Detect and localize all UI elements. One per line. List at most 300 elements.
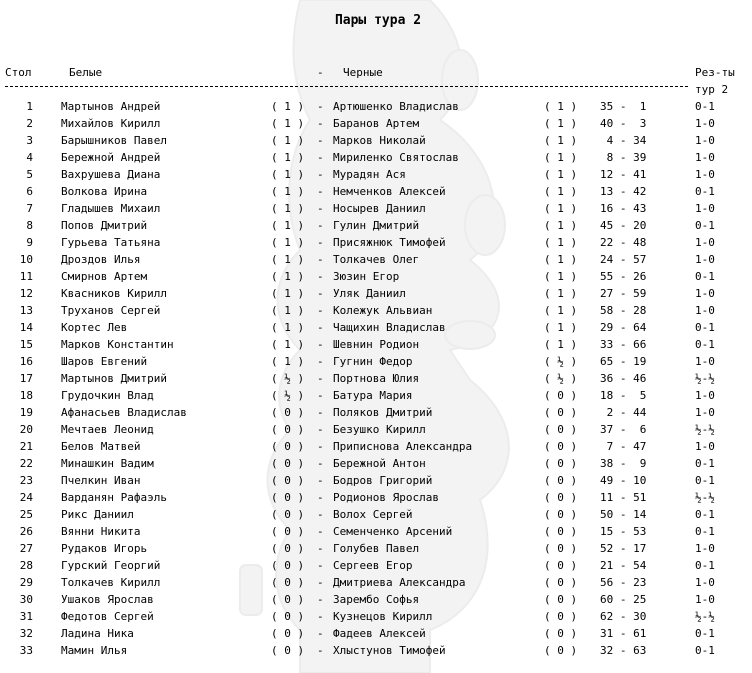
separator-dash: - <box>317 457 324 470</box>
separator-dash: - <box>317 627 324 640</box>
white-player-name: Пчелкин Иван <box>61 474 141 487</box>
game-result: ½-½ <box>695 491 715 504</box>
white-points: ( 1 ) <box>271 321 305 334</box>
game-result: 0-1 <box>695 474 715 487</box>
table-number: 17 <box>19 372 33 385</box>
white-player-name: Ушаков Ярослав <box>61 593 154 606</box>
player-numbers: 8 - 39 <box>600 151 647 164</box>
separator-dash: - <box>317 389 324 402</box>
white-points: ( 1 ) <box>271 185 305 198</box>
white-points: ( 0 ) <box>271 457 305 470</box>
player-numbers: 21 - 54 <box>600 559 647 572</box>
table-number: 15 <box>19 338 33 351</box>
black-points: ( 0 ) <box>544 389 578 402</box>
table-number: 9 <box>26 236 33 249</box>
table-row <box>0 319 752 336</box>
player-numbers: 2 - 44 <box>600 406 647 419</box>
black-points: ( ½ ) <box>544 372 578 385</box>
white-points: ( 0 ) <box>271 542 305 555</box>
game-result: 0-1 <box>695 508 715 521</box>
header-black: Черные <box>343 66 383 79</box>
black-points: ( 1 ) <box>544 185 578 198</box>
table-number: 20 <box>19 423 33 436</box>
game-result: 1-0 <box>695 304 715 317</box>
white-player-name: Минашкин Вадим <box>61 457 154 470</box>
player-numbers: 55 - 26 <box>600 270 647 283</box>
table-number: 23 <box>19 474 33 487</box>
game-result: 0-1 <box>695 185 715 198</box>
table-row <box>0 489 752 506</box>
black-points: ( 1 ) <box>544 270 578 283</box>
black-points: ( 0 ) <box>544 440 578 453</box>
player-numbers: 50 - 14 <box>600 508 647 521</box>
black-player-name: Зарембо Софья <box>333 593 420 606</box>
game-result: 0-1 <box>695 559 715 572</box>
game-result: 1-0 <box>695 202 715 215</box>
player-numbers: 49 - 10 <box>600 474 647 487</box>
table-row <box>0 285 752 302</box>
game-result: 1-0 <box>695 593 715 606</box>
table-row <box>0 472 752 489</box>
white-points: ( 0 ) <box>271 525 305 538</box>
white-player-name: Попов Дмитрий <box>61 219 148 232</box>
separator-dash: - <box>317 117 324 130</box>
game-result: 1-0 <box>695 440 715 453</box>
white-player-name: Барышников Павел <box>61 134 167 147</box>
game-result: 0-1 <box>695 627 715 640</box>
white-player-name: Михайлов Кирилл <box>61 117 161 130</box>
white-player-name: Федотов Сергей <box>61 610 154 623</box>
white-player-name: Бережной Андрей <box>61 151 161 164</box>
black-points: ( 0 ) <box>544 508 578 521</box>
table-row <box>0 557 752 574</box>
black-points: ( 1 ) <box>544 117 578 130</box>
player-numbers: 29 - 64 <box>600 321 647 334</box>
black-player-name: Присяжнюк Тимофей <box>333 236 446 249</box>
table-row <box>0 353 752 370</box>
black-player-name: Голубев Павел <box>333 542 420 555</box>
black-points: ( 0 ) <box>544 559 578 572</box>
table-number: 14 <box>19 321 33 334</box>
black-player-name: Шевнин Родион <box>333 338 420 351</box>
table-number: 6 <box>26 185 33 198</box>
separator-dash: - <box>317 644 324 657</box>
black-points: ( 0 ) <box>544 593 578 606</box>
white-points: ( 1 ) <box>271 168 305 181</box>
player-numbers: 52 - 17 <box>600 542 647 555</box>
black-points: ( 0 ) <box>544 644 578 657</box>
game-result: 1-0 <box>695 236 715 249</box>
game-result: 1-0 <box>695 542 715 555</box>
table-row <box>0 438 752 455</box>
game-result: 1-0 <box>695 355 715 368</box>
separator-dash: - <box>317 270 324 283</box>
table-row <box>0 404 752 421</box>
white-player-name: Мамин Илья <box>61 644 128 657</box>
black-points: ( 0 ) <box>544 474 578 487</box>
separator-dash: - <box>317 491 324 504</box>
table-row <box>0 387 752 404</box>
player-numbers: 32 - 63 <box>600 644 647 657</box>
player-numbers: 40 - 3 <box>600 117 647 130</box>
table-number: 29 <box>19 576 33 589</box>
page-title: Пары тура 2 <box>334 13 422 28</box>
table-number: 16 <box>19 355 33 368</box>
table-row <box>0 455 752 472</box>
game-result: 0-1 <box>695 644 715 657</box>
separator-dash: - <box>317 542 324 555</box>
table-row <box>0 574 752 591</box>
white-points: ( 0 ) <box>271 406 305 419</box>
black-player-name: Бережной Антон <box>333 457 426 470</box>
separator-dash: - <box>317 168 324 181</box>
separator-dash: - <box>317 576 324 589</box>
separator-dash: - <box>317 134 324 147</box>
game-result: ½-½ <box>695 610 715 623</box>
white-points: ( 1 ) <box>271 338 305 351</box>
black-points: ( 0 ) <box>544 542 578 555</box>
player-numbers: 38 - 9 <box>600 457 647 470</box>
table-number: 32 <box>19 627 33 640</box>
player-numbers: 56 - 23 <box>600 576 647 589</box>
separator-dash: - <box>317 202 324 215</box>
white-points: ( 1 ) <box>271 236 305 249</box>
table-number: 3 <box>26 134 33 147</box>
white-player-name: Белов Матвей <box>61 440 141 453</box>
white-points: ( ½ ) <box>271 372 305 385</box>
table-row <box>0 591 752 608</box>
black-points: ( 1 ) <box>544 304 578 317</box>
player-numbers: 58 - 28 <box>600 304 647 317</box>
table-row <box>0 523 752 540</box>
table-number: 19 <box>19 406 33 419</box>
player-numbers: 22 - 48 <box>600 236 647 249</box>
white-player-name: Кортес Лев <box>61 321 128 334</box>
black-player-name: Баранов Артем <box>333 117 420 130</box>
table-row <box>0 302 752 319</box>
table-number: 28 <box>19 559 33 572</box>
white-player-name: Гурский Георгий <box>61 559 161 572</box>
game-result: 0-1 <box>695 525 715 538</box>
black-player-name: Волох Сергей <box>333 508 413 521</box>
black-points: ( 1 ) <box>544 151 578 164</box>
header-table: Стол <box>5 66 32 79</box>
player-numbers: 11 - 51 <box>600 491 647 504</box>
table-number: 7 <box>26 202 33 215</box>
separator-dash: - <box>317 440 324 453</box>
table-number: 22 <box>19 457 33 470</box>
table-number: 13 <box>19 304 33 317</box>
player-numbers: 13 - 42 <box>600 185 647 198</box>
table-row <box>0 200 752 217</box>
table-row <box>0 370 752 387</box>
header-round: тур 2 <box>695 83 729 96</box>
game-result: 1-0 <box>695 389 715 402</box>
white-points: ( 1 ) <box>271 134 305 147</box>
game-result: ½-½ <box>695 372 715 385</box>
white-points: ( 0 ) <box>271 593 305 606</box>
separator-dash: - <box>317 423 324 436</box>
header-divider <box>5 86 688 87</box>
black-player-name: Приписнова Александра <box>333 440 473 453</box>
white-player-name: Квасников Кирилл <box>61 287 167 300</box>
white-points: ( 1 ) <box>271 202 305 215</box>
black-points: ( 0 ) <box>544 610 578 623</box>
player-numbers: 36 - 46 <box>600 372 647 385</box>
black-points: ( 1 ) <box>544 219 578 232</box>
white-player-name: Мартынов Дмитрий <box>61 372 167 385</box>
white-player-name: Вянни Никита <box>61 525 141 538</box>
player-numbers: 4 - 34 <box>600 134 647 147</box>
separator-dash: - <box>317 321 324 334</box>
pairings-table <box>0 98 752 659</box>
table-row <box>0 642 752 659</box>
white-points: ( 0 ) <box>271 644 305 657</box>
table-row <box>0 608 752 625</box>
black-points: ( 0 ) <box>544 627 578 640</box>
game-result: ½-½ <box>695 423 715 436</box>
table-row <box>0 251 752 268</box>
white-player-name: Рудаков Игорь <box>61 542 148 555</box>
table-number: 27 <box>19 542 33 555</box>
separator-dash: - <box>317 100 324 113</box>
black-player-name: Немченков Алексей <box>333 185 446 198</box>
black-player-name: Поляков Дмитрий <box>333 406 433 419</box>
white-player-name: Афанасьев Владислав <box>61 406 187 419</box>
game-result: 1-0 <box>695 287 715 300</box>
black-player-name: Мурадян Ася <box>333 168 406 181</box>
separator-dash: - <box>317 559 324 572</box>
white-player-name: Волкова Ирина <box>61 185 148 198</box>
header-dash: - <box>317 66 324 79</box>
table-number: 2 <box>26 117 33 130</box>
black-player-name: Батура Мария <box>333 389 413 402</box>
player-numbers: 31 - 61 <box>600 627 647 640</box>
white-points: ( 0 ) <box>271 423 305 436</box>
black-points: ( 1 ) <box>544 202 578 215</box>
separator-dash: - <box>317 304 324 317</box>
separator-dash: - <box>317 287 324 300</box>
white-points: ( 0 ) <box>271 491 305 504</box>
player-numbers: 60 - 25 <box>600 593 647 606</box>
black-points: ( ½ ) <box>544 355 578 368</box>
table-number: 8 <box>26 219 33 232</box>
player-numbers: 37 - 6 <box>600 423 647 436</box>
white-points: ( 1 ) <box>271 117 305 130</box>
game-result: 1-0 <box>695 117 715 130</box>
white-points: ( 0 ) <box>271 610 305 623</box>
white-player-name: Труханов Сергей <box>61 304 161 317</box>
table-number: 24 <box>19 491 33 504</box>
header-white: Белые <box>69 66 103 79</box>
game-result: 0-1 <box>695 270 715 283</box>
separator-dash: - <box>317 372 324 385</box>
table-row <box>0 166 752 183</box>
black-player-name: Толкачев Олег <box>333 253 420 266</box>
white-points: ( 0 ) <box>271 559 305 572</box>
player-numbers: 24 - 57 <box>600 253 647 266</box>
separator-dash: - <box>317 474 324 487</box>
separator-dash: - <box>317 151 324 164</box>
black-player-name: Хлыстунов Тимофей <box>333 644 446 657</box>
white-player-name: Толкачев Кирилл <box>61 576 161 589</box>
black-points: ( 0 ) <box>544 576 578 589</box>
table-number: 12 <box>19 287 33 300</box>
table-row <box>0 217 752 234</box>
game-result: 1-0 <box>695 253 715 266</box>
white-player-name: Дроздов Илья <box>61 253 141 266</box>
player-numbers: 7 - 47 <box>600 440 647 453</box>
black-player-name: Родионов Ярослав <box>333 491 439 504</box>
black-player-name: Марков Николай <box>333 134 426 147</box>
game-result: 1-0 <box>695 134 715 147</box>
white-points: ( 0 ) <box>271 508 305 521</box>
black-player-name: Дмитриева Александра <box>333 576 466 589</box>
separator-dash: - <box>317 253 324 266</box>
white-player-name: Ладина Ника <box>61 627 134 640</box>
black-points: ( 1 ) <box>544 287 578 300</box>
separator-dash: - <box>317 338 324 351</box>
black-player-name: Сергеев Егор <box>333 559 413 572</box>
black-player-name: Семенченко Арсений <box>333 525 453 538</box>
player-numbers: 35 - 1 <box>600 100 647 113</box>
black-player-name: Кузнецов Кирилл <box>333 610 433 623</box>
white-points: ( 1 ) <box>271 304 305 317</box>
white-points: ( 0 ) <box>271 440 305 453</box>
player-numbers: 18 - 5 <box>600 389 647 402</box>
game-result: 0-1 <box>695 338 715 351</box>
table-number: 5 <box>26 168 33 181</box>
table-row <box>0 625 752 642</box>
table-number: 1 <box>26 100 33 113</box>
player-numbers: 15 - 53 <box>600 525 647 538</box>
table-row <box>0 268 752 285</box>
player-numbers: 12 - 41 <box>600 168 647 181</box>
separator-dash: - <box>317 593 324 606</box>
black-player-name: Чащихин Владислав <box>333 321 446 334</box>
header-result: Рез-ты <box>695 66 735 79</box>
white-player-name: Гладышев Михаил <box>61 202 161 215</box>
black-points: ( 0 ) <box>544 491 578 504</box>
separator-dash: - <box>317 219 324 232</box>
table-row <box>0 336 752 353</box>
separator-dash: - <box>317 610 324 623</box>
table-row <box>0 234 752 251</box>
white-points: ( 1 ) <box>271 270 305 283</box>
black-points: ( 1 ) <box>544 134 578 147</box>
separator-dash: - <box>317 185 324 198</box>
white-points: ( 0 ) <box>271 627 305 640</box>
white-player-name: Грудочкин Влад <box>61 389 154 402</box>
player-numbers: 16 - 43 <box>600 202 647 215</box>
white-points: ( 0 ) <box>271 576 305 589</box>
black-points: ( 0 ) <box>544 525 578 538</box>
black-player-name: Носырев Даниил <box>333 202 426 215</box>
player-numbers: 45 - 20 <box>600 219 647 232</box>
black-player-name: Безушко Кирилл <box>333 423 426 436</box>
black-points: ( 0 ) <box>544 457 578 470</box>
game-result: 0-1 <box>695 457 715 470</box>
table-number: 30 <box>19 593 33 606</box>
black-points: ( 1 ) <box>544 253 578 266</box>
game-result: 1-0 <box>695 406 715 419</box>
game-result: 0-1 <box>695 100 715 113</box>
black-player-name: Фадеев Алексей <box>333 627 426 640</box>
table-row <box>0 540 752 557</box>
table-number: 25 <box>19 508 33 521</box>
black-player-name: Уляк Даниил <box>333 287 406 300</box>
white-points: ( 1 ) <box>271 253 305 266</box>
black-points: ( 1 ) <box>544 321 578 334</box>
black-points: ( 1 ) <box>544 168 578 181</box>
player-numbers: 33 - 66 <box>600 338 647 351</box>
table-number: 4 <box>26 151 33 164</box>
table-number: 31 <box>19 610 33 623</box>
table-row <box>0 421 752 438</box>
white-player-name: Мечтаев Леонид <box>61 423 154 436</box>
black-points: ( 1 ) <box>544 236 578 249</box>
white-player-name: Вахрушева Диана <box>61 168 161 181</box>
player-numbers: 62 - 30 <box>600 610 647 623</box>
white-player-name: Рикс Даниил <box>61 508 134 521</box>
black-player-name: Бодров Григорий <box>333 474 433 487</box>
black-player-name: Гулин Дмитрий <box>333 219 420 232</box>
black-player-name: Артюшенко Владислав <box>333 100 459 113</box>
game-result: 1-0 <box>695 168 715 181</box>
black-points: ( 0 ) <box>544 406 578 419</box>
black-player-name: Колежук Альвиан <box>333 304 433 317</box>
separator-dash: - <box>317 355 324 368</box>
table-row <box>0 149 752 166</box>
black-player-name: Мириленко Святослав <box>333 151 459 164</box>
table-row <box>0 183 752 200</box>
table-number: 18 <box>19 389 33 402</box>
black-player-name: Портнова Юлия <box>333 372 420 385</box>
black-points: ( 1 ) <box>544 100 578 113</box>
white-player-name: Шаров Евгений <box>61 355 148 368</box>
white-points: ( 1 ) <box>271 100 305 113</box>
separator-dash: - <box>317 236 324 249</box>
separator-dash: - <box>317 525 324 538</box>
white-points: ( 1 ) <box>271 355 305 368</box>
white-points: ( 0 ) <box>271 474 305 487</box>
white-points: ( ½ ) <box>271 389 305 402</box>
separator-dash: - <box>317 508 324 521</box>
white-player-name: Варданян Рафаэль <box>61 491 167 504</box>
black-player-name: Зюзин Егор <box>333 270 400 283</box>
player-numbers: 65 - 19 <box>600 355 647 368</box>
game-result: 0-1 <box>695 321 715 334</box>
table-number: 21 <box>19 440 33 453</box>
table-row <box>0 115 752 132</box>
black-points: ( 1 ) <box>544 338 578 351</box>
table-row <box>0 506 752 523</box>
game-result: 0-1 <box>695 219 715 232</box>
white-player-name: Мартынов Андрей <box>61 100 161 113</box>
white-points: ( 1 ) <box>271 219 305 232</box>
table-number: 26 <box>19 525 33 538</box>
white-player-name: Смирнов Артем <box>61 270 148 283</box>
white-points: ( 1 ) <box>271 151 305 164</box>
player-numbers: 27 - 59 <box>600 287 647 300</box>
game-result: 1-0 <box>695 576 715 589</box>
table-number: 11 <box>19 270 33 283</box>
table-number: 33 <box>19 644 33 657</box>
white-player-name: Марков Константин <box>61 338 174 351</box>
separator-dash: - <box>317 406 324 419</box>
black-points: ( 0 ) <box>544 423 578 436</box>
table-number: 10 <box>19 253 33 266</box>
